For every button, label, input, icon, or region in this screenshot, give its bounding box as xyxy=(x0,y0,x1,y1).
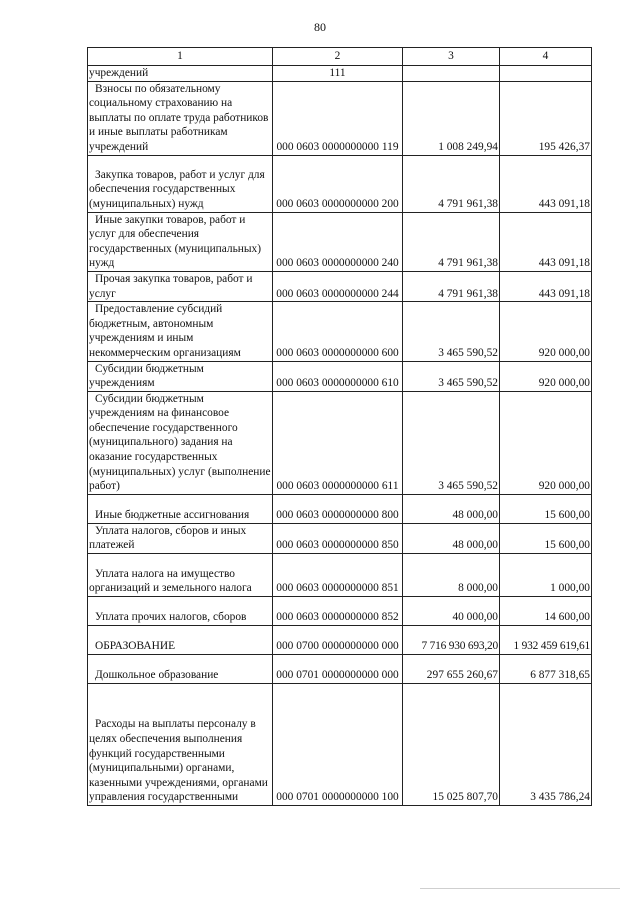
row-value-col3: 4 791 961,38 xyxy=(403,212,500,271)
row-value-col4: 1 000,00 xyxy=(500,554,592,597)
row-value-col3 xyxy=(403,66,500,82)
row-name: учреждений xyxy=(89,67,149,79)
table-row xyxy=(88,626,592,655)
column-header-4: 4 xyxy=(500,48,592,66)
row-code: 000 0603 0000000000 610 xyxy=(273,361,403,391)
row-name-cell xyxy=(88,554,273,597)
row-value-col3: 3 465 590,52 xyxy=(403,361,500,391)
table-row xyxy=(88,66,592,82)
row-name-cell xyxy=(88,271,273,301)
row-value-col4: 443 091,18 xyxy=(500,155,592,212)
row-name: Субсидии бюджетным учреждениям на финансовое обеспечение государственного (муниципального) задания на оказание государственных (муниципальных) услуг (выполнение работ) xyxy=(89,392,271,493)
column-header-2: 2 xyxy=(273,48,403,66)
table-row xyxy=(88,271,592,301)
row-name-cell xyxy=(88,494,273,523)
row-value-col3: 7 716 930 693,20 xyxy=(403,626,500,655)
row-value-col3: 40 000,00 xyxy=(403,597,500,626)
row-code: 000 0603 0000000000 852 xyxy=(273,597,403,626)
row-name-cell xyxy=(88,391,273,494)
row-value-col3: 48 000,00 xyxy=(403,494,500,523)
row-value-col3: 3 465 590,52 xyxy=(403,391,500,494)
row-name-cell xyxy=(88,655,273,684)
row-name: Уплата прочих налогов, сборов xyxy=(95,611,247,624)
table-row xyxy=(88,212,592,271)
row-code: 000 0701 0000000000 100 xyxy=(273,684,403,806)
row-name: Уплата налога на имущество организаций и земельного налога xyxy=(89,567,252,595)
column-header-1: 1 xyxy=(88,48,273,66)
row-value-col3: 15 025 807,70 xyxy=(403,684,500,806)
row-name-cell xyxy=(88,155,273,212)
table-row xyxy=(88,391,592,494)
row-code: 000 0603 0000000000 800 xyxy=(273,494,403,523)
row-name: Уплата налогов, сборов и иных платежей xyxy=(89,524,247,552)
table-row xyxy=(88,494,592,523)
table-row xyxy=(88,597,592,626)
table-row xyxy=(88,81,592,155)
row-name: ОБРАЗОВАНИЕ xyxy=(95,640,176,653)
column-header-3: 3 xyxy=(403,48,500,66)
table-row xyxy=(88,684,592,806)
row-value-col3: 297 655 260,67 xyxy=(403,655,500,684)
row-value-col3: 1 008 249,94 xyxy=(403,81,500,155)
row-name-cell xyxy=(88,361,273,391)
row-name-cell xyxy=(88,302,273,361)
row-value-col4: 443 091,18 xyxy=(500,271,592,301)
row-value-col4: 14 600,00 xyxy=(500,597,592,626)
row-code: 000 0603 0000000000 600 xyxy=(273,302,403,361)
row-name: Расходы на выплаты персоналу в целях обеспечения выполнения функций государственными (муниципальными) органами, казенными учреждениями, органами управления государственными xyxy=(89,718,268,804)
row-name: Субсидии бюджетным учреждениям xyxy=(89,362,204,390)
row-value-col4: 15 600,00 xyxy=(500,523,592,553)
row-value-col4: 443 091,18 xyxy=(500,212,592,271)
table-row xyxy=(88,361,592,391)
footer-scan-line xyxy=(420,888,620,889)
row-value-col4: 6 877 318,65 xyxy=(500,655,592,684)
row-value-col4: 195 426,37 xyxy=(500,81,592,155)
row-value-col3: 48 000,00 xyxy=(403,523,500,553)
row-value-col3: 3 465 590,52 xyxy=(403,302,500,361)
table-row xyxy=(88,523,592,553)
row-name: Прочая закупка товаров, работ и услуг xyxy=(89,272,253,300)
table-row xyxy=(88,155,592,212)
row-value-col4: 3 435 786,24 xyxy=(500,684,592,806)
row-name-cell xyxy=(88,684,273,806)
row-value-col4: 1 932 459 619,61 xyxy=(500,626,592,655)
row-value-col4: 920 000,00 xyxy=(500,302,592,361)
budget-table xyxy=(87,47,592,806)
row-value-col3: 8 000,00 xyxy=(403,554,500,597)
table-row xyxy=(88,554,592,597)
row-name-cell xyxy=(88,81,273,155)
row-code: 000 0603 0000000000 851 xyxy=(273,554,403,597)
row-code: 000 0603 0000000000 850 xyxy=(273,523,403,553)
row-code: 000 0701 0000000000 000 xyxy=(273,655,403,684)
row-name: Взносы по обязательному социальному страхованию на выплаты по оплате труда работников и иные выплаты работникам учреждений xyxy=(89,82,269,153)
row-name: Иные бюджетные ассигнования xyxy=(95,509,250,522)
row-value-col4 xyxy=(500,66,592,82)
row-name-cell xyxy=(88,212,273,271)
table-row xyxy=(88,302,592,361)
table-header-row xyxy=(88,48,592,66)
row-value-col4: 920 000,00 xyxy=(500,361,592,391)
row-name-cell xyxy=(88,523,273,553)
row-code: 000 0603 0000000000 611 xyxy=(273,391,403,494)
row-value-col4: 920 000,00 xyxy=(500,391,592,494)
row-code: 000 0603 0000000000 244 xyxy=(273,271,403,301)
row-value-col3: 4 791 961,38 xyxy=(403,271,500,301)
row-name: Предоставление субсидий бюджетным, автономным учреждениям и иным некоммерческим организациям xyxy=(89,303,241,359)
row-name-cell xyxy=(88,626,273,655)
row-code: 000 0700 0000000000 000 xyxy=(273,626,403,655)
row-value-col3: 4 791 961,38 xyxy=(403,155,500,212)
row-name: Дошкольное образование xyxy=(95,669,219,682)
row-code: 000 0603 0000000000 240 xyxy=(273,212,403,271)
row-name: Иные закупки товаров, работ и услуг для обеспечения государственных (муниципальных) нужд xyxy=(89,213,262,270)
row-code: 000 0603 0000000000 200 xyxy=(273,155,403,212)
page-number: 80 xyxy=(314,20,326,34)
row-value-col4: 15 600,00 xyxy=(500,494,592,523)
table-row xyxy=(88,655,592,684)
row-name-cell xyxy=(88,597,273,626)
row-code: 111 xyxy=(273,66,403,82)
row-code: 000 0603 0000000000 119 xyxy=(273,81,403,155)
row-name-cell xyxy=(88,66,273,82)
row-name: Закупка товаров, работ и услуг для обеспечения государственных (муниципальных) нужд xyxy=(89,168,265,210)
